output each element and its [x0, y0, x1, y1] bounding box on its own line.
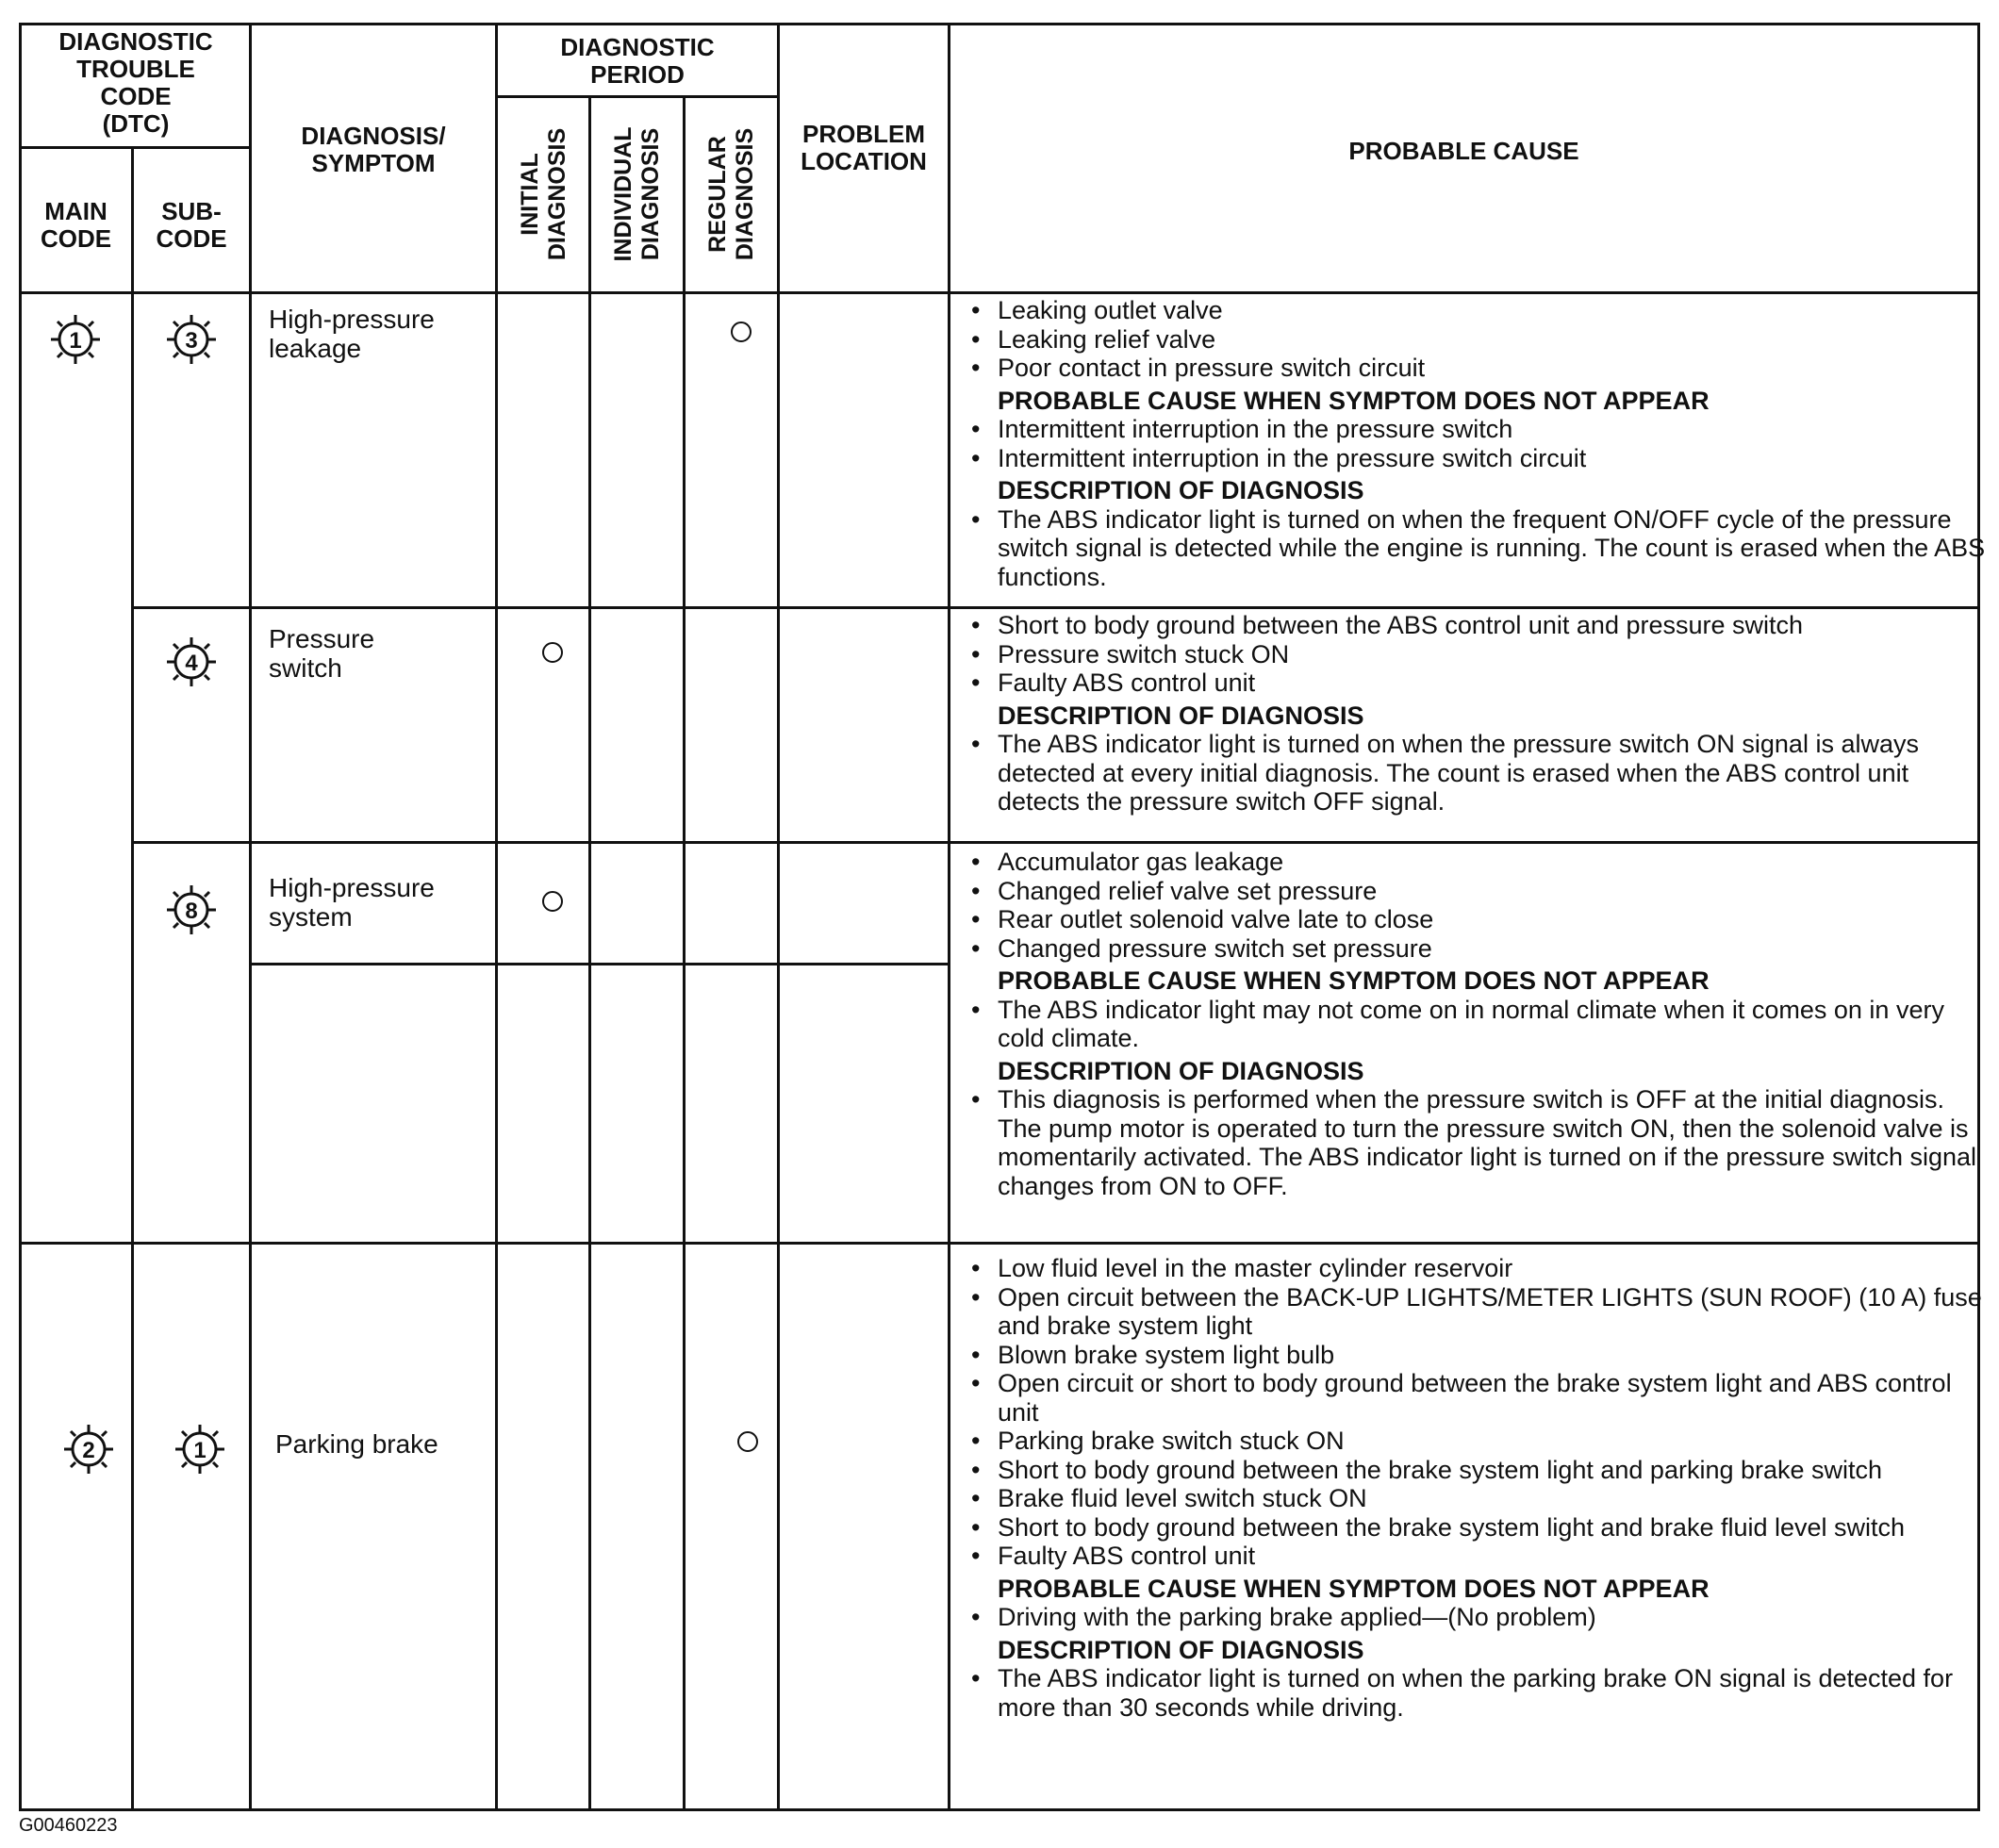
individual-diagnosis-header: INDIVIDUAL DIAGNOSIS: [610, 126, 664, 262]
col-line-main-sub: [131, 146, 134, 1811]
initial-diagnosis-header: INITIAL DIAGNOSIS: [517, 127, 570, 261]
probable-cause-r3: • Accumulator gas leakage • Changed relief valve set pressure • Rear outlet solenoid valve late to close • Changed pressure switch set pressure PROBABLE CAUSE WHEN SYMPTOM DOES NOT APPEAR • The ABS indicator light may not come on in normal climate when it comes on in very cold climate. DESCRIPTION OF DIAGNOSIS • This diagnosis is performed when the pressure switch is OFF at the initial diagnosis. The pump motor is operated to turn the pressure switch ON, then the solenoid valve is momentarily activated. The ABS indicator light is turned on if the pressure switch signal changes from ON to OFF.: [966, 848, 1988, 1200]
regular-diagnosis-header: REGULAR DIAGNOSIS: [704, 127, 758, 261]
period-header-divider: [497, 95, 778, 98]
sub-code-header: SUB- CODE: [156, 197, 227, 253]
col-line-sub-symptom: [249, 23, 252, 1811]
diagnostic-period-header: DIAGNOSTIC PERIOD: [560, 33, 715, 89]
sub-code-3-icon: [163, 311, 220, 368]
svg-text:8: 8: [185, 899, 198, 924]
figure-id: G00460223: [19, 1815, 118, 1836]
problem-location-header: PROBLEM LOCATION: [801, 120, 927, 175]
col-line-period-location: [777, 23, 780, 1811]
row-divider-main: [19, 1242, 1980, 1245]
col-line-initial-individual: [588, 95, 591, 1811]
svg-text:1: 1: [193, 1438, 207, 1463]
dtc-header: DIAGNOSTIC TROUBLE CODE (DTC): [58, 27, 213, 138]
main-code-1-icon: [47, 311, 104, 368]
border-top: [19, 23, 1980, 25]
dtc-header-divider: [19, 146, 251, 149]
sub-code-4-icon: [163, 634, 220, 690]
sub-code-1-icon: [172, 1421, 228, 1477]
probable-cause-r1: • Leaking outlet valve • Leaking relief valve • Poor contact in pressure switch circuit PROBABLE CAUSE WHEN SYMPTOM DOES NOT APPEAR • Intermittent interruption in the pressure switch • Intermittent interruption in the pressure switch circuit DESCRIPTION OF DIAGNOSIS • The ABS indicator light is turned on when the frequent ON/OFF cycle of the pressure switch signal is detected while the engine is running. The count is erased when the ABS functions.: [966, 296, 1988, 591]
col-line-symptom-period: [495, 23, 498, 1811]
main-code-2-icon: [60, 1421, 117, 1477]
sub-code-8-icon: [163, 882, 220, 938]
svg-text:1: 1: [69, 328, 82, 354]
border-bottom: [19, 1808, 1980, 1811]
col-line-location-cause: [948, 23, 950, 1811]
header-bottom-line: [19, 291, 1980, 294]
svg-text:2: 2: [82, 1438, 95, 1463]
probable-cause-r2: • Short to body ground between the ABS control unit and pressure switch • Pressure switch stuck ON • Faulty ABS control unit DESCRIPTION OF DIAGNOSIS • The ABS indicator light is turned on when the pressure switch ON signal is always detected at every initial diagnosis. The count is erased when the ABS control unit detects the pressure switch OFF signal.: [966, 611, 1988, 817]
symptom-high-pressure-leakage: High-pressure leakage: [269, 305, 435, 363]
diagnosis-symptom-header: DIAGNOSIS/ SYMPTOM: [301, 122, 446, 177]
svg-text:4: 4: [185, 651, 198, 676]
initial-diagnosis-mark-r3: [542, 891, 563, 912]
svg-text:3: 3: [185, 328, 198, 354]
row-divider-3-partial: [249, 963, 950, 965]
regular-diagnosis-mark-r4: [737, 1431, 758, 1452]
symptom-parking-brake: Parking brake: [275, 1429, 438, 1459]
symptom-high-pressure-system: High-pressure system: [269, 873, 435, 932]
row-divider-2: [131, 841, 1980, 844]
probable-cause-header: PROBABLE CAUSE: [1348, 137, 1579, 165]
main-code-header: MAIN CODE: [40, 197, 112, 253]
symptom-pressure-switch: Pressure switch: [269, 624, 375, 683]
row-divider-1: [131, 606, 1980, 609]
probable-cause-r4: • Low fluid level in the master cylinder reservoir • Open circuit between the BACK-UP LIGHTS/METER LIGHTS (SUN ROOF) (10 A) fuse and brake system light • Blown brake system light bulb • Open circuit or short to body ground between the brake system light and ABS control unit • Parking brake switch stuck ON • Short to body ground between the brake system light and parking brake switch • Brake fluid level switch stuck ON • Short to body ground between the brake system light and brake fluid level switch • Faulty ABS control unit PROBABLE CAUSE WHEN SYMPTOM DOES NOT APPEAR • Driving with the parking brake applied—(No problem) DESCRIPTION OF DIAGNOSIS • The ABS indicator light is turned on when the parking brake ON signal is detected for more than 30 seconds while driving.: [966, 1254, 1988, 1722]
col-line-individual-regular: [683, 95, 686, 1811]
regular-diagnosis-mark-r1: [731, 322, 752, 342]
initial-diagnosis-mark-r2: [542, 642, 563, 663]
